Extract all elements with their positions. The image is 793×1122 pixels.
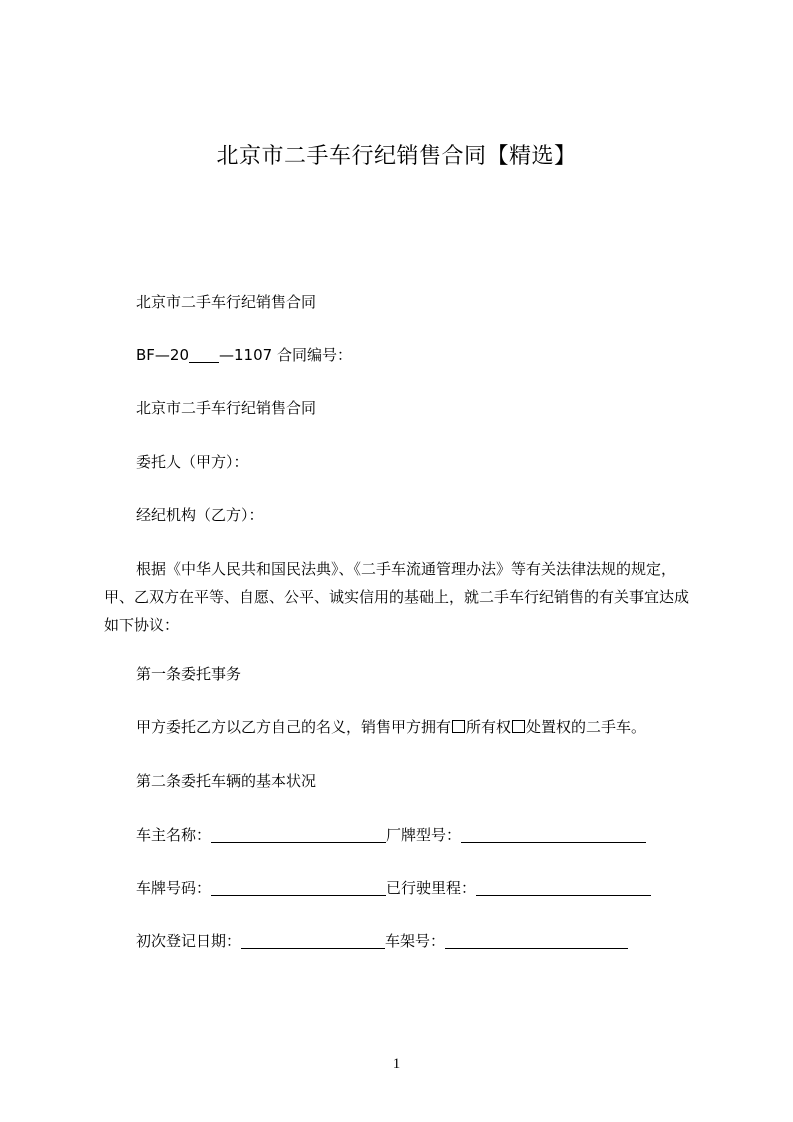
ownership-label: 所有权: [466, 718, 512, 736]
article-1-heading: 第一条委托事务: [136, 665, 242, 683]
frame-number-label: 车架号：: [385, 932, 446, 950]
contract-number-line: [136, 345, 352, 365]
page-number: 1: [392, 1056, 401, 1072]
brand-model-blank[interactable]: [461, 828, 646, 843]
heading-contract-name: 北京市二手车行纪销售合同: [136, 293, 317, 311]
heading-contract-name-repeat: 北京市二手车行纪销售合同: [136, 399, 317, 417]
owner-name-blank[interactable]: [211, 828, 386, 843]
plate-number-label: 车牌号码：: [136, 879, 212, 897]
registration-frame-line: [136, 931, 628, 951]
first-registration-date-label: 初次登记日期：: [136, 932, 242, 950]
owner-name-label: 车主名称：: [136, 826, 212, 844]
contract-code-prefix: BF—20: [136, 346, 190, 364]
owner-brand-line: [136, 825, 646, 845]
ownership-checkbox[interactable]: [452, 720, 465, 733]
first-registration-date-blank[interactable]: [241, 934, 385, 949]
frame-number-blank[interactable]: [445, 934, 628, 949]
brand-model-label: 厂牌型号：: [386, 826, 462, 844]
disposal-right-label: 处置权的二手车。: [526, 718, 647, 736]
mileage-blank[interactable]: [476, 881, 651, 896]
party-b-label: 经纪机构（乙方）：: [136, 506, 264, 524]
commission-text: 甲方委托乙方以乙方自己的名义，销售甲方拥有: [136, 718, 452, 736]
article-2-heading: 第二条委托车辆的基本状况: [136, 772, 317, 790]
document-title: 北京市二手车行纪销售合同【精选】: [216, 144, 577, 169]
disposal-right-checkbox[interactable]: [512, 720, 525, 733]
mileage-label: 已行驶里程：: [386, 879, 477, 897]
contract-year-blank[interactable]: [189, 348, 219, 363]
plate-mileage-line: [136, 878, 651, 898]
legal-basis-paragraph: 根据《中华人民共和国民法典》、《二手车流通管理办法》等有关法律法规的规定，甲、乙双方在平等、自愿、公平、诚实信用的基础上，就二手车行纪销售的有关事宜达成如下协议：: [104, 560, 690, 634]
party-a-label: 委托人（甲方）：: [136, 453, 249, 471]
contract-code-suffix: —1107 合同编号：: [219, 346, 352, 364]
plate-number-blank[interactable]: [211, 881, 386, 896]
commission-line: [136, 717, 646, 737]
